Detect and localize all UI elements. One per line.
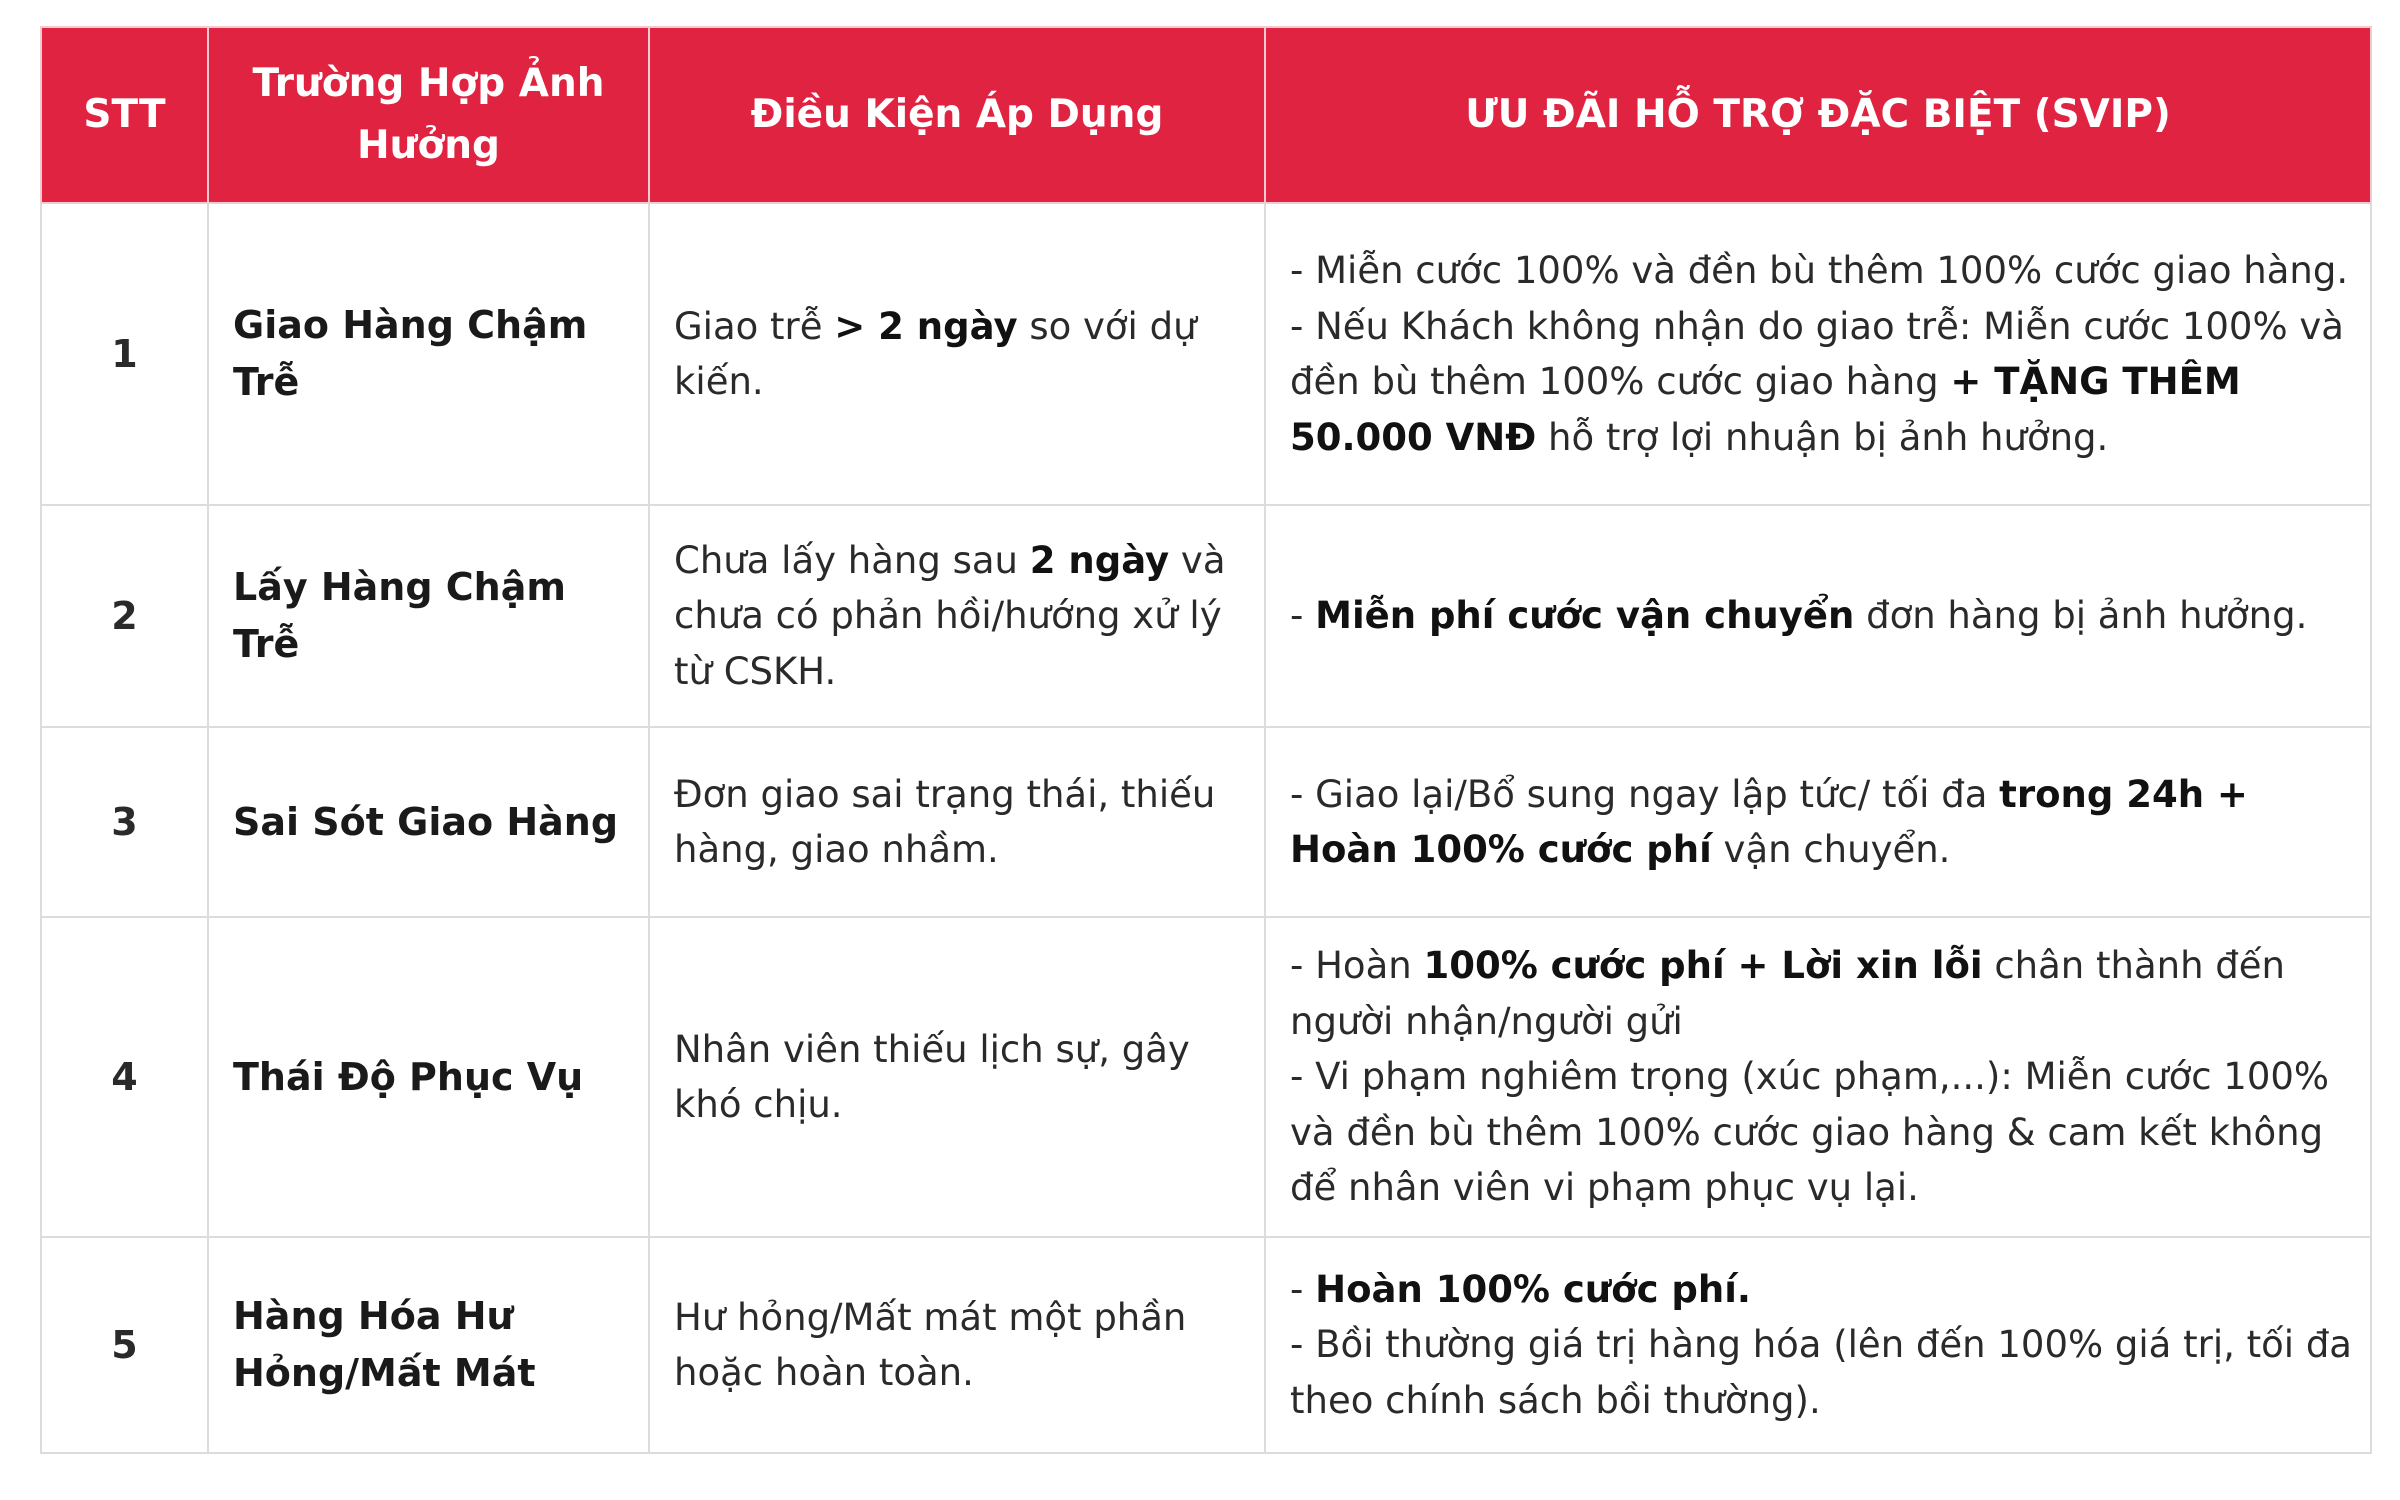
benefit-line (1290, 299, 2352, 466)
row-case: Lấy Hàng Chậm Trễ (208, 505, 649, 727)
row-case: Thái Độ Phục Vụ (208, 917, 649, 1237)
header-case: Trường Hợp Ảnh Hưởng (208, 27, 649, 203)
bold-text: Hoàn 100% cước phí. (1315, 1267, 1751, 1311)
row-benefit (1265, 727, 2371, 917)
text-segment: so với dự kiến. (674, 304, 1197, 403)
text-segment: Nhân viên thiếu lịch sự, gây khó chịu. (674, 1027, 1190, 1126)
row-stt: 1 (41, 203, 208, 505)
benefit-line (1290, 1262, 2352, 1318)
row-stt: 3 (41, 727, 208, 917)
text-segment: - Giao lại/Bổ sung ngay lập tức/ tối đa (1290, 772, 2000, 816)
bold-text: 2 ngày (1029, 538, 1170, 582)
row-condition (649, 203, 1265, 505)
header-benefit: ƯU ĐÃI HỖ TRỢ ĐẶC BIỆT (SVIP) (1265, 27, 2371, 203)
benefit-line (1290, 243, 2352, 299)
table-body (41, 203, 2371, 1453)
text-segment: và chưa có phản hồi/hướng xử lý từ CSKH. (674, 538, 1226, 693)
bold-text: trong 24h + Hoàn 100% cước phí (1290, 772, 2248, 871)
header-row (41, 27, 2371, 203)
benefit-line (1290, 938, 2352, 1049)
row-benefit (1265, 203, 2371, 505)
row-condition (649, 727, 1265, 917)
bold-text: Miễn phí cước vận chuyển (1315, 594, 1855, 638)
bold-text: + TẶNG THÊM 50.000 VNĐ (1290, 360, 2241, 459)
svip-support-table (40, 26, 2372, 1454)
text-segment: chân thành đến người nhận/người gửi (1290, 944, 2285, 1043)
table-row (41, 727, 2371, 917)
text-segment: hỗ trợ lợi nhuận bị ảnh hưởng. (1536, 415, 2109, 459)
row-stt: 4 (41, 917, 208, 1237)
text-segment: - Nếu Khách không nhận do giao trễ: Miễn cước 100% và đền bù thêm 100% cước giao hàng (1290, 304, 2344, 403)
row-case: Hàng Hóa Hư Hỏng/Mất Mát (208, 1237, 649, 1453)
row-benefit (1265, 1237, 2371, 1453)
text-segment: Đơn giao sai trạng thái, thiếu hàng, giao nhầm. (674, 772, 1216, 871)
row-stt: 5 (41, 1237, 208, 1453)
row-condition (649, 917, 1265, 1237)
table-row (41, 1237, 2371, 1453)
policy-table-container (40, 26, 2370, 1454)
text-segment: đơn hàng bị ảnh hưởng. (1854, 594, 2308, 638)
text-segment: Chưa lấy hàng sau (674, 538, 1030, 582)
bold-text: 100% cước phí + Lời xin lỗi (1423, 944, 1983, 988)
table-header (41, 27, 2371, 203)
text-segment: - Vi phạm nghiêm trọng (xúc phạm,...): Miễn cước 100% và đền bù thêm 100% cước giao hàng & cam kết không để nhân viên vi phạm phục vụ lại. (1290, 1055, 2330, 1210)
text-segment: - Hoàn (1290, 944, 1424, 988)
table-row (41, 917, 2371, 1237)
benefit-line (1290, 588, 2352, 644)
row-condition (649, 505, 1265, 727)
benefit-line (1290, 1317, 2352, 1428)
text-segment: - (1290, 594, 1316, 638)
row-condition (649, 1237, 1265, 1453)
row-case: Giao Hàng Chậm Trễ (208, 203, 649, 505)
header-condition: Điều Kiện Áp Dụng (649, 27, 1265, 203)
bold-text: > 2 ngày (834, 304, 1018, 348)
row-benefit (1265, 917, 2371, 1237)
row-stt: 2 (41, 505, 208, 727)
benefit-line (1290, 767, 2352, 878)
text-segment: - Miễn cước 100% và đền bù thêm 100% cước giao hàng. (1290, 249, 2349, 292)
table-row (41, 203, 2371, 505)
text-segment: - (1290, 1267, 1316, 1311)
row-case: Sai Sót Giao Hàng (208, 727, 649, 917)
text-segment: - Bồi thường giá trị hàng hóa (lên đến 100% giá trị, tối đa theo chính sách bồi thường). (1290, 1323, 2352, 1422)
header-stt: STT (41, 27, 208, 203)
text-segment: vận chuyển. (1711, 828, 1951, 871)
benefit-line (1290, 1049, 2352, 1216)
row-benefit (1265, 505, 2371, 727)
table-row (41, 505, 2371, 727)
text-segment: Hư hỏng/Mất mát một phần hoặc hoàn toàn. (674, 1295, 1187, 1394)
text-segment: Giao trễ (674, 304, 835, 348)
